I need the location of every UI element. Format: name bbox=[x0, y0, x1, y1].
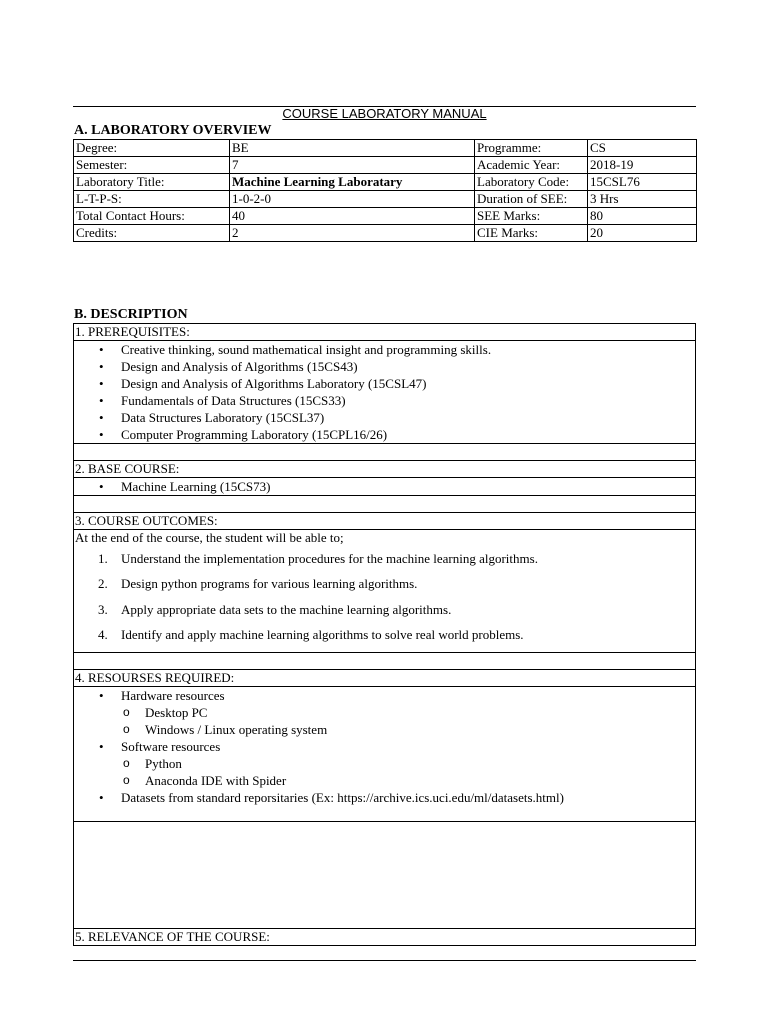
list-item: • Datasets from standard reporsitaries (Ex: https://archive.ics.uci.edu/ml/datasets.html) bbox=[121, 789, 694, 806]
contact-hours-value: 40 bbox=[230, 208, 475, 225]
cie-marks-value: 20 bbox=[588, 225, 697, 242]
see-duration-value: 3 Hrs bbox=[588, 191, 697, 208]
prerequisites-heading: 1. PREREQUISITES: bbox=[74, 324, 696, 341]
software-label: Software resources bbox=[121, 738, 221, 754]
list-item: • Fundamentals of Data Structures (15CS33) bbox=[121, 392, 694, 409]
overview-table bbox=[73, 139, 697, 242]
list-item bbox=[121, 738, 694, 789]
programme-value: CS bbox=[588, 140, 697, 157]
cie-marks-label: CIE Marks: bbox=[475, 225, 588, 242]
ltps-value: 1-0-2-0 bbox=[230, 191, 475, 208]
hardware-label: Hardware resources bbox=[121, 687, 225, 703]
credits-value: 2 bbox=[230, 225, 475, 242]
manual-title: COURSE LABORATORY MANUAL bbox=[282, 106, 487, 121]
outcome-number: 1. bbox=[98, 551, 108, 566]
outcome-number: 3. bbox=[98, 601, 108, 617]
academic-year-label: Academic Year: bbox=[475, 157, 588, 174]
academic-year-value: 2018-19 bbox=[588, 157, 697, 174]
prerequisites-cell bbox=[74, 341, 696, 444]
outcome-item bbox=[98, 626, 694, 643]
spacer-row bbox=[74, 444, 696, 461]
outcome-text: Apply appropriate data sets to the machine learning algorithms. bbox=[121, 601, 452, 617]
bottom-rule bbox=[73, 960, 696, 961]
outcome-item bbox=[98, 601, 694, 618]
list-item: • Machine Learning (15CS73) bbox=[121, 478, 694, 495]
see-duration-label: Duration of SEE: bbox=[475, 191, 588, 208]
resources-cell bbox=[74, 686, 696, 821]
base-course-heading: 2. BASE COURSE: bbox=[74, 461, 696, 478]
outcome-text: Design python programs for various learning algorithms. bbox=[121, 576, 418, 592]
outcomes-heading: 3. COURSE OUTCOMES: bbox=[74, 513, 696, 530]
outcome-item bbox=[98, 575, 694, 592]
list-item: o Python bbox=[145, 755, 694, 772]
list-item: • Design and Analysis of Algorithms Laboratory (15CSL47) bbox=[121, 375, 694, 392]
lab-title-value: Machine Learning Laboratary bbox=[230, 174, 475, 191]
outcome-text: Understand the implementation procedures for the machine learning algorithms. bbox=[121, 551, 538, 566]
list-item bbox=[121, 687, 694, 738]
outcome-item bbox=[98, 550, 694, 567]
overview-row-title bbox=[74, 174, 697, 191]
prerequisites-list bbox=[75, 341, 694, 443]
see-marks-value: 80 bbox=[588, 208, 697, 225]
software-sublist bbox=[121, 755, 694, 789]
overview-row-degree bbox=[74, 140, 697, 157]
lab-code-value: 15CSL76 bbox=[588, 174, 697, 191]
lab-title-label: Laboratory Title: bbox=[74, 174, 230, 191]
semester-label: Semester: bbox=[74, 157, 230, 174]
outcomes-cell bbox=[74, 530, 696, 653]
credits-label: Credits: bbox=[74, 225, 230, 242]
empty-cell bbox=[74, 821, 696, 928]
hardware-sublist bbox=[121, 704, 694, 738]
outcome-text: Identify and apply machine learning algorithms to solve real world problems. bbox=[121, 627, 524, 643]
contact-hours-label: Total Contact Hours: bbox=[74, 208, 230, 225]
relevance-heading: 5. RELEVANCE OF THE COURSE: bbox=[74, 928, 696, 945]
list-item: • Design and Analysis of Algorithms (15CS43) bbox=[121, 358, 694, 375]
resources-heading: 4. RESOURSES REQUIRED: bbox=[74, 669, 696, 686]
resources-list bbox=[75, 687, 694, 806]
base-course-cell bbox=[74, 478, 696, 496]
list-item: o Desktop PC bbox=[145, 704, 694, 721]
section-b-heading: B. DESCRIPTION bbox=[74, 307, 188, 322]
list-item: • Data Structures Laboratory (15CSL37) bbox=[121, 409, 694, 426]
outcomes-intro: At the end of the course, the student will be able to; bbox=[75, 530, 344, 545]
overview-row-ltps bbox=[74, 191, 697, 208]
overview-row-hours bbox=[74, 208, 697, 225]
overview-row-semester bbox=[74, 157, 697, 174]
list-item: • Creative thinking, sound mathematical insight and programming skills. bbox=[121, 341, 694, 358]
outcome-number: 2. bbox=[98, 576, 108, 592]
spacer-row bbox=[74, 496, 696, 513]
see-marks-label: SEE Marks: bbox=[475, 208, 588, 225]
lab-code-label: Laboratory Code: bbox=[475, 174, 588, 191]
outcome-number: 4. bbox=[98, 627, 108, 643]
programme-label: Programme: bbox=[475, 140, 588, 157]
overview-row-credits bbox=[74, 225, 697, 242]
list-item: o Anaconda IDE with Spider bbox=[145, 772, 694, 789]
semester-value: 7 bbox=[230, 157, 475, 174]
base-course-list bbox=[75, 478, 694, 495]
list-item: • Computer Programming Laboratory (15CPL16/26) bbox=[121, 426, 694, 443]
description-table bbox=[73, 323, 696, 946]
spacer-row bbox=[74, 652, 696, 669]
ltps-label: L-T-P-S: bbox=[74, 191, 230, 208]
section-a-heading: A. LABORATORY OVERVIEW bbox=[74, 123, 272, 138]
outcomes-list bbox=[75, 550, 694, 643]
degree-label: Degree: bbox=[74, 140, 230, 157]
list-item: o Windows / Linux operating system bbox=[145, 721, 694, 738]
degree-value: BE bbox=[230, 140, 475, 157]
